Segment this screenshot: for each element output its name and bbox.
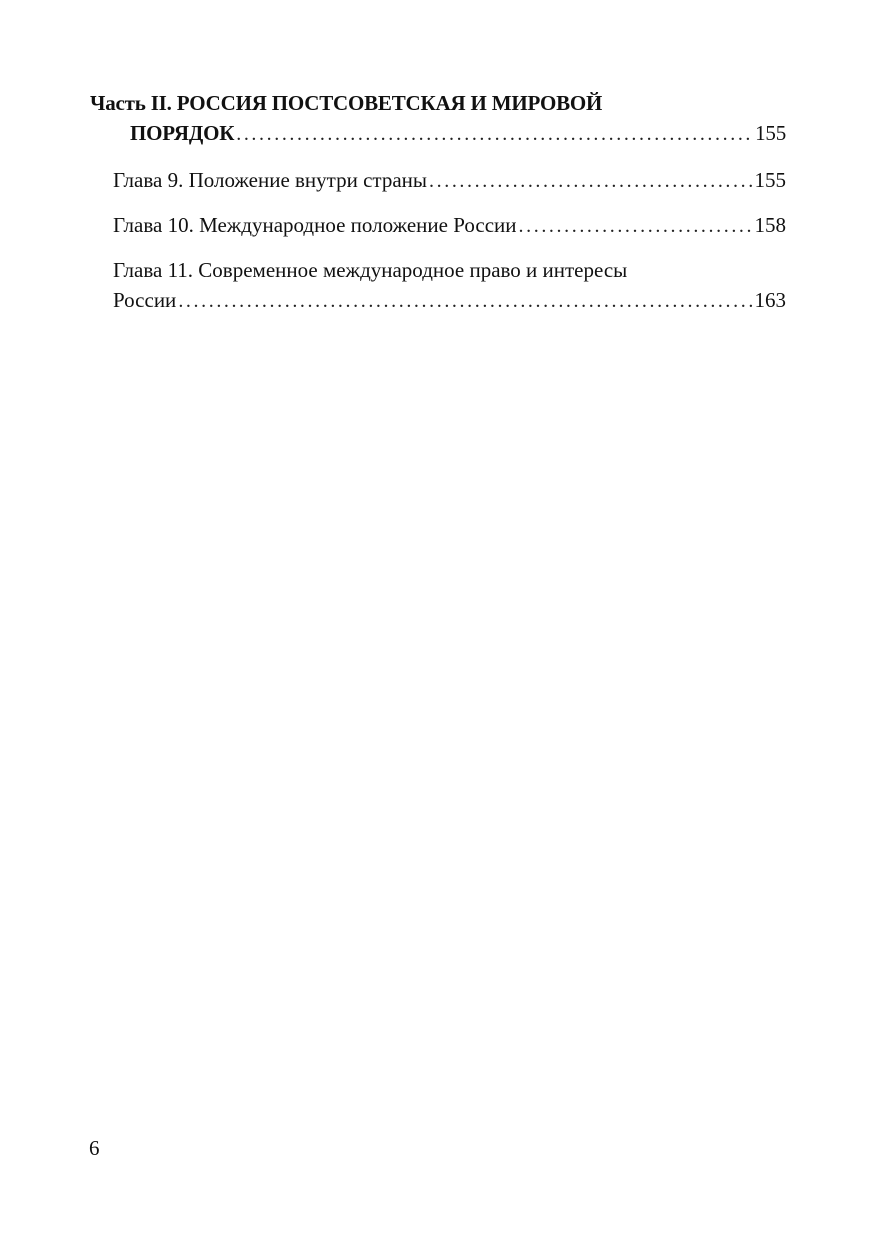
toc-chapter-row [113, 285, 786, 316]
page-number: 6 [89, 1136, 100, 1160]
toc-page-number: 155 [754, 168, 786, 192]
toc-part-title-line1: Часть II. РОССИЯ ПОСТСОВЕТСКАЯ И МИРОВОЙ [90, 91, 603, 115]
toc-page-number: 158 [754, 213, 786, 237]
toc-chapter-title-line1: Глава 11. Современное международное право и интересы [113, 258, 628, 282]
dot-leader [236, 119, 753, 149]
dot-leader [178, 286, 752, 316]
toc-chapter-title: Глава 10. Международное положение России [113, 213, 517, 237]
toc-page-number: 163 [754, 288, 786, 312]
toc-chapter-row [113, 165, 786, 196]
toc-chapter-title: Глава 9. Положение внутри страны [113, 168, 428, 192]
toc-chapter-entry[interactable] [90, 255, 786, 316]
toc-part-title-line2: ПОРЯДОК [130, 121, 235, 145]
toc-page-number: 155 [755, 121, 786, 145]
dot-leader [519, 211, 753, 241]
toc-chapter-entry[interactable] [90, 210, 786, 241]
toc-chapter-entry[interactable] [90, 165, 786, 196]
table-of-contents [90, 88, 786, 316]
toc-chapter-row [113, 210, 786, 241]
toc-part-title-row [90, 118, 786, 149]
toc-chapter-title-line2: России [113, 288, 177, 312]
dot-leader [429, 166, 752, 196]
toc-part-entry[interactable] [90, 88, 786, 149]
